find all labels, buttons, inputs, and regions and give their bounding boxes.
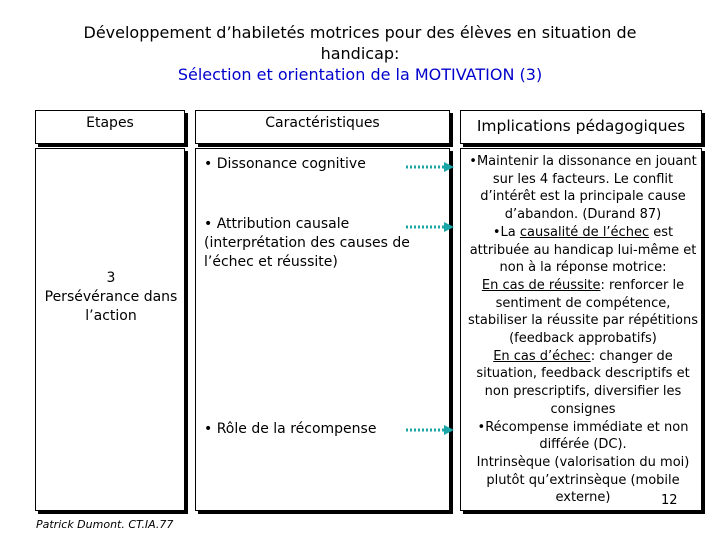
slide-title	[0, 22, 720, 85]
header-etapes: Etapes	[35, 110, 185, 144]
stage-number: 3	[106, 270, 116, 286]
characteristic-recompense: • Rôle de la récompense	[204, 421, 377, 437]
implications-box	[460, 148, 702, 511]
title-line-2: handicap:	[320, 44, 400, 63]
implications-text: •Maintenir la dissonance en jouant sur les 4 facteurs. Le conflit d’intérêt est la principale cause d’abandon. (Durand 87) •La causalité de l’échec est attribuée au handicap lui-même et non à la réponse motrice: En cas de réussite: renforcer le sentiment de compétence, stabiliser la réussite par répétitions (feedback approbatifs) En cas d’échec: changer de situation, feedback descriptifs et non prescriptifs, diversifier les consignes •Récompense immédiate et non différée (DC). Intrinsèque (valorisation du moi) plutôt qu’extrinsèque (mobile externe)	[468, 154, 698, 506]
arrow-right-icon	[406, 425, 454, 435]
page-number: 12	[661, 493, 678, 508]
stage-label: 3 Persévérance dans l’action	[44, 270, 178, 324]
title-line-1: Développement d’habiletés motrices pour des élèves en situation de	[83, 23, 637, 42]
author-credit: Patrick Dumont. CT.IA.77	[36, 518, 174, 531]
arrow-right-icon	[406, 222, 454, 232]
title-line-3: Sélection et orientation de la MOTIVATION (3)	[177, 65, 543, 84]
header-caracteristiques: Caractéristiques	[195, 110, 450, 144]
characteristic-attribution: • Attribution causale (interprétation des causes de l’échec et réussite)	[204, 216, 410, 270]
stage-box	[35, 148, 185, 511]
header-implications: Implications pédagogiques	[460, 110, 702, 144]
characteristics-box	[195, 148, 450, 511]
characteristic-dissonance: • Dissonance cognitive	[204, 156, 366, 172]
arrow-right-icon	[406, 162, 454, 172]
